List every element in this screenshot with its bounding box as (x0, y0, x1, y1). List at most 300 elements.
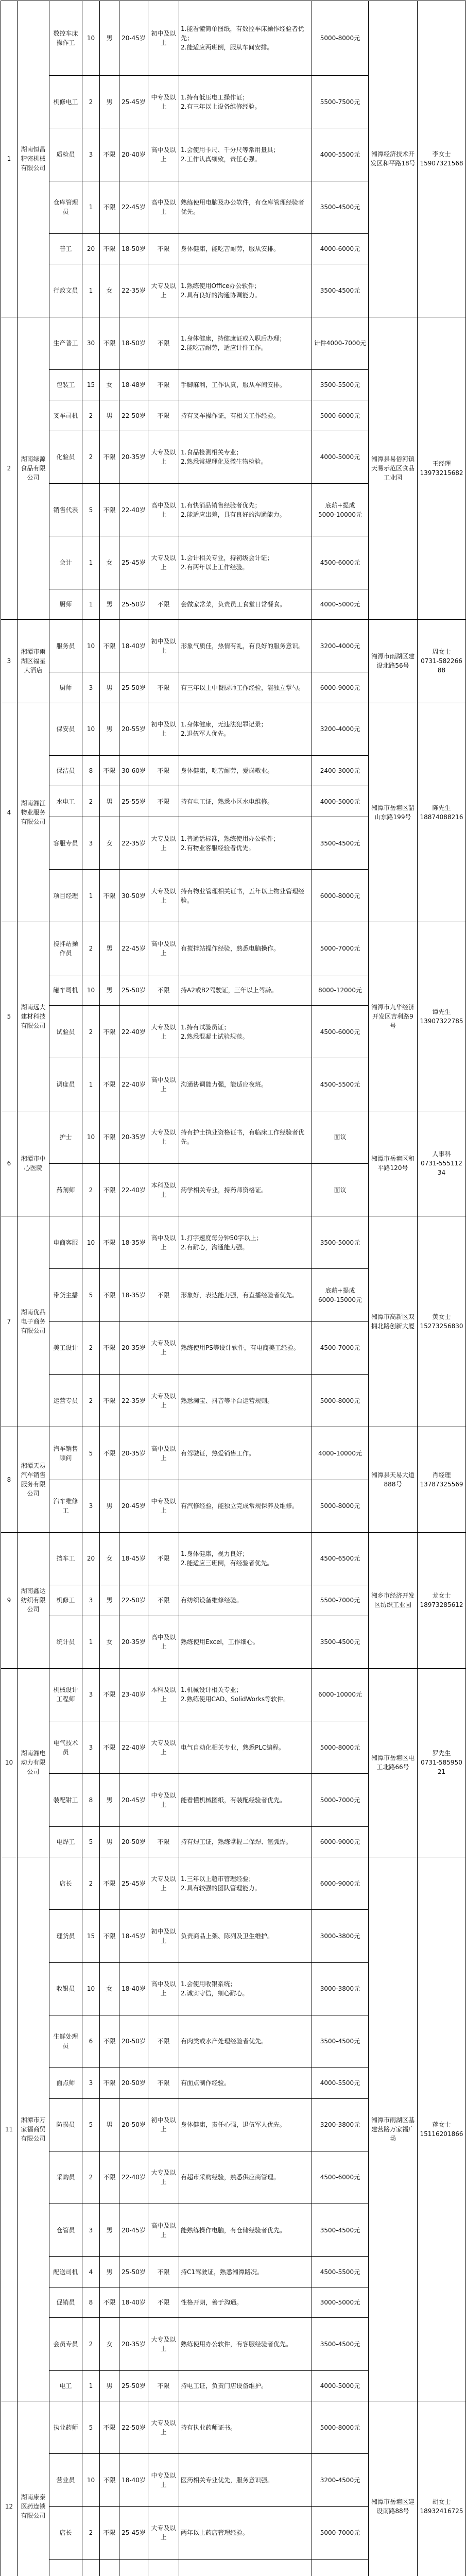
position-gender: 男 (100, 922, 119, 975)
position-title: 生鲜处理员 (49, 2015, 82, 2067)
position-requirement: 1.身体健康，视力良好； 2.能适应三班倒，有经验者优先。 (179, 1532, 312, 1585)
position-age: 25-45岁 (119, 2506, 148, 2559)
position-salary: 2400-3000元 (312, 756, 369, 786)
position-gender: 不限 (100, 1163, 119, 1216)
position-age: 25-50岁 (119, 975, 148, 1005)
position-title: 电气技术员 (49, 1721, 82, 1774)
position-count: 5 (82, 1826, 100, 1857)
company-contact: 黄女士 15273256830 (418, 1216, 466, 1427)
position-age: 18-50岁 (119, 317, 148, 369)
position-count: 2 (82, 76, 100, 128)
position-education: 大专及以上 (148, 817, 179, 869)
position-salary: 底薪+提成 6000-15000元 (312, 1269, 369, 1321)
position-salary: 3500-4500元 (312, 1616, 369, 1668)
position-salary: 5000-7000元 (312, 2506, 369, 2559)
position-gender: 不限 (100, 620, 119, 672)
company-name: 湖南优品电子商务有限公司 (18, 1216, 49, 1427)
table-row (1, 922, 466, 975)
position-requirement: 有驾驶证，热爱销售工作。 (179, 1427, 312, 1480)
position-salary: 4500-7000元 (312, 1321, 369, 1374)
position-requirement: 形象好，表达能力强，有直播经验者优先。 (179, 1269, 312, 1321)
position-gender: 男 (100, 2370, 119, 2401)
position-title: 化验员 (49, 431, 82, 483)
position-salary: 5500-7000元 (312, 1585, 369, 1616)
company-contact: 李女士 15907321568 (418, 1, 466, 317)
position-gender: 不限 (100, 1058, 119, 1111)
position-count (82, 2559, 100, 2576)
position-requirement: 有面点制作经验。 (179, 2068, 312, 2098)
position-count: 2 (82, 2318, 100, 2370)
position-gender: 不限 (100, 2506, 119, 2559)
table-row (1, 703, 466, 755)
position-gender: 男 (100, 1774, 119, 1826)
company-address: 湘潭市九华经济开发区吉利路9号 (369, 922, 418, 1111)
position-gender: 男 (100, 2257, 119, 2287)
position-education: 高中及以上 (148, 484, 179, 536)
position-education: 中专及以上 (148, 1774, 179, 1826)
position-gender: 男 (100, 2098, 119, 2151)
position-count: 3 (82, 817, 100, 869)
position-age: 22-35岁 (119, 817, 148, 869)
position-gender: 不限 (100, 181, 119, 233)
position-requirement: 有肉类或水产处理经验者优先。 (179, 2015, 312, 2067)
position-count: 6 (82, 2015, 100, 2067)
position-requirement: 1.会计相关专业，持初级会计证； 2.有两年以上工作经验。 (179, 536, 312, 589)
position-title: 带货主播 (49, 1269, 82, 1321)
position-count: 1 (82, 870, 100, 922)
company-name: 湖南远大建材科技有限公司 (18, 922, 49, 1111)
position-requirement: 1.身体健康，无违法犯罪记录； 2.退伍军人优先。 (179, 703, 312, 755)
position-age: 20-50岁 (119, 2015, 148, 2067)
position-age: 22-50岁 (119, 1585, 148, 1616)
position-salary: 8000-12000元 (312, 975, 369, 1005)
company-name: 湖南恒昌精密机械有限公司 (18, 1, 49, 317)
position-gender: 不限 (100, 1216, 119, 1269)
position-requirement: 持A2或B2驾驶证，三年以上驾龄。 (179, 975, 312, 1005)
position-salary: 4500-5500元 (312, 1058, 369, 1111)
position-salary: 3500-4500元 (312, 2318, 369, 2370)
job-table (1, 1, 466, 2576)
position-education: 高中及以上 (148, 2204, 179, 2257)
position-requirement: 持有焊工证，熟练掌握二保焊、氩弧焊。 (179, 1826, 312, 1857)
position-age: 18-50岁 (119, 233, 148, 264)
company-number: 12 (1, 2401, 18, 2576)
table-row (1, 1532, 466, 1585)
position-education: 初中及以上 (148, 620, 179, 672)
company-address: 湘潭市岳塘区建设南路88号 (369, 2401, 418, 2576)
position-salary: 4500-6000元 (312, 536, 369, 589)
position-salary: 3200-4500元 (312, 2454, 369, 2506)
position-requirement: 1.有快消品销售经验者优先； 2.能适应出差，具有良好的沟通能力。 (179, 484, 312, 536)
position-education: 初中及以上 (148, 703, 179, 755)
position-age: 18-45岁 (119, 1532, 148, 1585)
position-count: 2 (82, 1006, 100, 1058)
position-count: 20 (82, 1532, 100, 1585)
position-requirement: 1.普通话标准，熟练使用办公软件； 2.有物业客服经验者优先。 (179, 817, 312, 869)
position-salary: 5000-8000元 (312, 1, 369, 76)
position-requirement (179, 2559, 312, 2576)
position-gender: 不限 (100, 2287, 119, 2317)
position-count: 5 (82, 484, 100, 536)
table-row (1, 1, 466, 76)
table-row (1, 317, 466, 369)
company-name: 湘潭市雨湖区福星大酒店 (18, 620, 49, 703)
position-count: 3 (82, 1480, 100, 1532)
position-age: 20-35岁 (119, 1321, 148, 1374)
position-education: 高中及以上 (148, 1216, 179, 1269)
position-salary: 6000-10000元 (312, 1668, 369, 1721)
position-salary: 5000-6000元 (312, 400, 369, 431)
position-salary: 3500-4500元 (312, 2015, 369, 2067)
position-age: 20-50岁 (119, 2098, 148, 2151)
position-age: 22-40岁 (119, 484, 148, 536)
position-count: 2 (82, 2506, 100, 2559)
table-row (1, 1857, 466, 1910)
table-row (1, 1427, 466, 1480)
position-count: 2 (82, 1375, 100, 1427)
company-number: 11 (1, 1857, 18, 2401)
position-age: 25-50岁 (119, 672, 148, 703)
position-education (148, 2559, 179, 2576)
position-requirement: 1.会使用卡尺、千分尺等常用量具； 2.工作认真细致，责任心强。 (179, 128, 312, 181)
position-count: 3 (82, 2204, 100, 2257)
position-count: 1 (82, 181, 100, 233)
position-title: 装配钳工 (49, 1774, 82, 1826)
position-education: 不限 (148, 233, 179, 264)
position-salary: 4000-5500元 (312, 2068, 369, 2098)
position-age: 30-60岁 (119, 756, 148, 786)
position-count: 8 (82, 2287, 100, 2317)
position-count: 15 (82, 1910, 100, 1962)
position-age: 22-45岁 (119, 922, 148, 975)
company-number: 9 (1, 1532, 18, 1668)
position-count: 2 (82, 1857, 100, 1910)
position-age: 25-50岁 (119, 2257, 148, 2287)
position-title: 店长 (49, 1857, 82, 1910)
position-education: 大专及以上 (148, 1111, 179, 1163)
position-title: 面点师 (49, 2068, 82, 2098)
position-age: 22-45岁 (119, 181, 148, 233)
position-count: 1 (82, 2370, 100, 2401)
position-salary: 5500-7500元 (312, 76, 369, 128)
position-education: 大专及以上 (148, 1857, 179, 1910)
position-age: 18-45岁 (119, 1910, 148, 1962)
position-education: 大专及以上 (148, 2506, 179, 2559)
position-salary: 计件4000-7000元 (312, 317, 369, 369)
position-age: 25-50岁 (119, 2370, 148, 2401)
position-gender: 女 (100, 2318, 119, 2370)
position-gender: 不限 (100, 1375, 119, 1427)
company-address: 湘潭县易俗河镇天易示范区食品工业园 (369, 317, 418, 619)
position-age: 20-35岁 (119, 1111, 148, 1163)
position-age: 25-45岁 (119, 536, 148, 589)
position-gender: 女 (100, 536, 119, 589)
position-gender: 女 (100, 1616, 119, 1668)
position-requirement: 持有叉车操作证，有相关工作经验。 (179, 400, 312, 431)
position-title: 仓库管理员 (49, 181, 82, 233)
position-title: 行政文员 (49, 264, 82, 317)
position-title: 电焊工 (49, 1826, 82, 1857)
position-age: 22-50岁 (119, 400, 148, 431)
position-age: 20-40岁 (119, 128, 148, 181)
position-requirement: 持有执业药师证书。 (179, 2401, 312, 2453)
position-education: 不限 (148, 1585, 179, 1616)
position-age: 20-35岁 (119, 1427, 148, 1480)
position-salary: 4500-6000元 (312, 2151, 369, 2204)
position-requirement: 性格开朗，善于沟通。 (179, 2287, 312, 2317)
company-contact: 人事科 0731-55511234 (418, 1111, 466, 1216)
position-title: 普工 (49, 233, 82, 264)
position-title: 厨师 (49, 672, 82, 703)
position-gender: 女 (100, 1962, 119, 2015)
position-count: 2 (82, 431, 100, 483)
position-education: 不限 (148, 1269, 179, 1321)
position-education: 不限 (148, 1532, 179, 1585)
position-count: 1 (82, 1058, 100, 1111)
position-title: 电工 (49, 2370, 82, 2401)
company-number: 3 (1, 620, 18, 703)
company-number: 10 (1, 1668, 18, 1857)
position-title: 项目经理 (49, 870, 82, 922)
position-requirement: 1.持有低压电工操作证； 2.有三年以上设备维修经验。 (179, 76, 312, 128)
position-title: 统计员 (49, 1616, 82, 1668)
position-education: 不限 (148, 589, 179, 619)
position-age: 18-35岁 (119, 1269, 148, 1321)
position-requirement: 有纺织设备维修经验。 (179, 1585, 312, 1616)
position-count: 10 (82, 1962, 100, 2015)
position-title: 运营专员 (49, 1375, 82, 1427)
position-education: 中专及以上 (148, 76, 179, 128)
company-address: 湘潭市岳塘区和平路120号 (369, 1111, 418, 1216)
position-age: 20-45岁 (119, 1, 148, 76)
position-salary: 5000-8000元 (312, 1375, 369, 1427)
position-requirement: 1.三年以上超市管理经验； 2.具有较强的团队管理能力。 (179, 1857, 312, 1910)
position-salary: 4000-5000元 (312, 2370, 369, 2401)
position-age: 18-48岁 (119, 369, 148, 400)
position-requirement: 有搅拌站操作经验，熟悉电脑操作。 (179, 922, 312, 975)
position-requirement: 负责商品上架、陈列及卫生维护。 (179, 1910, 312, 1962)
position-salary: 面议 (312, 1163, 369, 1216)
position-count: 5 (82, 2401, 100, 2453)
position-title: 汽车维修工 (49, 1480, 82, 1532)
position-requirement: 手脚麻利，工作认真，服从车间安排。 (179, 369, 312, 400)
position-education: 不限 (148, 317, 179, 369)
table-row (1, 620, 466, 672)
position-gender: 不限 (100, 2068, 119, 2098)
position-salary: 4000-5000元 (312, 786, 369, 817)
position-count: 4 (82, 2257, 100, 2287)
position-salary: 3500-5000元 (312, 1216, 369, 1269)
position-salary: 6000-9000元 (312, 672, 369, 703)
position-gender: 女 (100, 264, 119, 317)
position-requirement: 两年以上药店管理经验。 (179, 2506, 312, 2559)
position-education: 大专及以上 (148, 870, 179, 922)
position-requirement: 持电工证，负责门店设备维护。 (179, 2370, 312, 2401)
position-salary (312, 2559, 369, 2576)
position-gender: 不限 (100, 2401, 119, 2453)
position-education: 高中及以上 (148, 1616, 179, 1668)
position-age: 25-50岁 (119, 589, 148, 619)
position-salary: 5000-8000元 (312, 1480, 369, 1532)
position-age: 22-50岁 (119, 2401, 148, 2453)
position-age: 18-40岁 (119, 620, 148, 672)
position-education: 本科及以上 (148, 1163, 179, 1216)
company-name: 湘潭市万家福商贸有限公司 (18, 1857, 49, 2401)
position-count: 2 (82, 786, 100, 817)
position-title: 服务员 (49, 620, 82, 672)
position-salary: 底薪+提成 5000-10000元 (312, 484, 369, 536)
position-title: 数控车床操作工 (49, 1, 82, 76)
position-age: 20-45岁 (119, 2204, 148, 2257)
company-address: 湘潭市岳塘区电工北路66号 (369, 1668, 418, 1857)
position-title: 罐车司机 (49, 975, 82, 1005)
position-title (49, 2559, 82, 2576)
position-count: 10 (82, 1111, 100, 1163)
position-age: 25-45岁 (119, 1857, 148, 1910)
position-title: 调度员 (49, 1058, 82, 1111)
position-gender: 不限 (100, 317, 119, 369)
position-salary: 5000-7000元 (312, 922, 369, 975)
position-education: 不限 (148, 1826, 179, 1857)
position-age: 23-40岁 (119, 1668, 148, 1721)
position-age: 20-55岁 (119, 703, 148, 755)
table-row (1, 1216, 466, 1269)
position-age: 22-40岁 (119, 1721, 148, 1774)
position-education: 大专及以上 (148, 1375, 179, 1427)
position-education: 中专及以上 (148, 1480, 179, 1532)
position-count: 10 (82, 703, 100, 755)
position-education: 高中及以上 (148, 1058, 179, 1111)
position-count: 3 (82, 672, 100, 703)
position-age: 20-45岁 (119, 1774, 148, 1826)
position-requirement: 熟练使用办公软件，有客服经验者优先。 (179, 2318, 312, 2370)
position-title: 会计 (49, 536, 82, 589)
position-count: 1 (82, 589, 100, 619)
position-gender: 不限 (100, 1111, 119, 1163)
position-title: 采购员 (49, 2151, 82, 2204)
position-age: 18-40岁 (119, 2287, 148, 2317)
position-salary: 3500-4500元 (312, 817, 369, 869)
company-number: 8 (1, 1427, 18, 1533)
position-title: 试验员 (49, 1006, 82, 1058)
position-age: 22-40岁 (119, 1006, 148, 1058)
position-requirement: 沟通协调能力强，能适应夜班。 (179, 1058, 312, 1111)
position-count: 8 (82, 1774, 100, 1826)
position-salary: 3500-4500元 (312, 181, 369, 233)
company-name: 湖南绿源食品有限公司 (18, 317, 49, 619)
position-education: 大专及以上 (148, 536, 179, 589)
position-education: 不限 (148, 2068, 179, 2098)
position-requirement: 有超市采购经验，熟悉供应商管理。 (179, 2151, 312, 2204)
position-count: 5 (82, 2098, 100, 2151)
position-age: 20-50岁 (119, 2068, 148, 2098)
position-requirement: 1.机械设计相关专业； 2.熟练使用CAD、SolidWorks等软件。 (179, 1668, 312, 1721)
company-name: 湖南康泰医药连锁有限公司 (18, 2401, 49, 2576)
position-salary: 4000-5000元 (312, 431, 369, 483)
company-address: 湘潭经济技术开发区和平路18号 (369, 1, 418, 317)
position-count: 2 (82, 922, 100, 975)
company-contact: 周女士 0731-58226688 (418, 620, 466, 703)
position-salary: 3500-4500元 (312, 264, 369, 317)
position-gender: 男 (100, 786, 119, 817)
position-requirement: 1.打字速度每分钟50字以上； 2.有耐心，沟通能力强。 (179, 1216, 312, 1269)
position-gender: 不限 (100, 233, 119, 264)
position-education: 大专及以上 (148, 1321, 179, 1374)
position-title: 理货员 (49, 1910, 82, 1962)
position-education: 不限 (148, 672, 179, 703)
position-education: 不限 (148, 2015, 179, 2067)
position-age: 20-35岁 (119, 1616, 148, 1668)
position-title: 配送司机 (49, 2257, 82, 2287)
position-count: 5 (82, 1427, 100, 1480)
position-requirement: 持C1驾驶证，熟悉湘潭路况。 (179, 2257, 312, 2287)
company-contact: 王经理 13973215682 (418, 317, 466, 619)
position-salary: 3200-4000元 (312, 703, 369, 755)
position-requirement: 1.熟练使用Office办公软件； 2.具有良好的沟通协调能力。 (179, 264, 312, 317)
company-address: 湘潭市雨湖区建设北路56号 (369, 620, 418, 703)
position-education: 不限 (148, 975, 179, 1005)
position-salary: 6000-9000元 (312, 1826, 369, 1857)
position-gender: 男 (100, 975, 119, 1005)
position-gender: 男 (100, 2204, 119, 2257)
position-count: 5 (82, 1269, 100, 1321)
position-title: 促销员 (49, 2287, 82, 2317)
position-education: 本科及以上 (148, 1668, 179, 1721)
company-address: 湘乡市经济开发区纺织工业园 (369, 1532, 418, 1668)
company-number: 5 (1, 922, 18, 1111)
position-education: 不限 (148, 400, 179, 431)
position-salary: 4500-5500元 (312, 2257, 369, 2287)
position-age: 30-50岁 (119, 870, 148, 922)
position-count: 3 (82, 1668, 100, 1721)
position-gender: 男 (100, 1, 119, 76)
position-education: 大专及以上 (148, 1006, 179, 1058)
position-title: 厨师 (49, 589, 82, 619)
position-count: 2 (82, 1163, 100, 1216)
position-gender: 不限 (100, 1006, 119, 1058)
position-title: 客服专员 (49, 817, 82, 869)
company-contact: 肖经理 13787325569 (418, 1427, 466, 1533)
position-salary: 3200-4000元 (312, 620, 369, 672)
position-title: 保安员 (49, 703, 82, 755)
position-title: 店长 (49, 2506, 82, 2559)
position-gender (100, 2559, 119, 2576)
position-count: 8 (82, 756, 100, 786)
position-education: 不限 (148, 756, 179, 786)
position-age: 20-50岁 (119, 1826, 148, 1857)
position-age (119, 2559, 148, 2576)
position-gender: 男 (100, 1826, 119, 1857)
position-salary: 4500-6000元 (312, 1006, 369, 1058)
position-education: 不限 (148, 2370, 179, 2401)
position-gender: 女 (100, 817, 119, 869)
position-education: 高中及以上 (148, 922, 179, 975)
position-education: 初中及以上 (148, 2098, 179, 2151)
position-count: 3 (82, 1721, 100, 1774)
position-count: 10 (82, 620, 100, 672)
position-gender: 不限 (100, 1910, 119, 1962)
position-title: 药剂师 (49, 1163, 82, 1216)
position-gender: 不限 (100, 2151, 119, 2204)
position-salary: 4000-10000元 (312, 1427, 369, 1480)
company-address: 湘潭市雨湖区基建营路万家福广场 (369, 1857, 418, 2401)
position-title: 电商客服 (49, 1216, 82, 1269)
position-gender: 男 (100, 1480, 119, 1532)
company-name: 湖南鑫达纺织有限公司 (18, 1532, 49, 1668)
position-gender: 男 (100, 703, 119, 755)
position-age: 22-40岁 (119, 1058, 148, 1111)
position-requirement: 持有电工证，熟悉小区水电维修。 (179, 786, 312, 817)
